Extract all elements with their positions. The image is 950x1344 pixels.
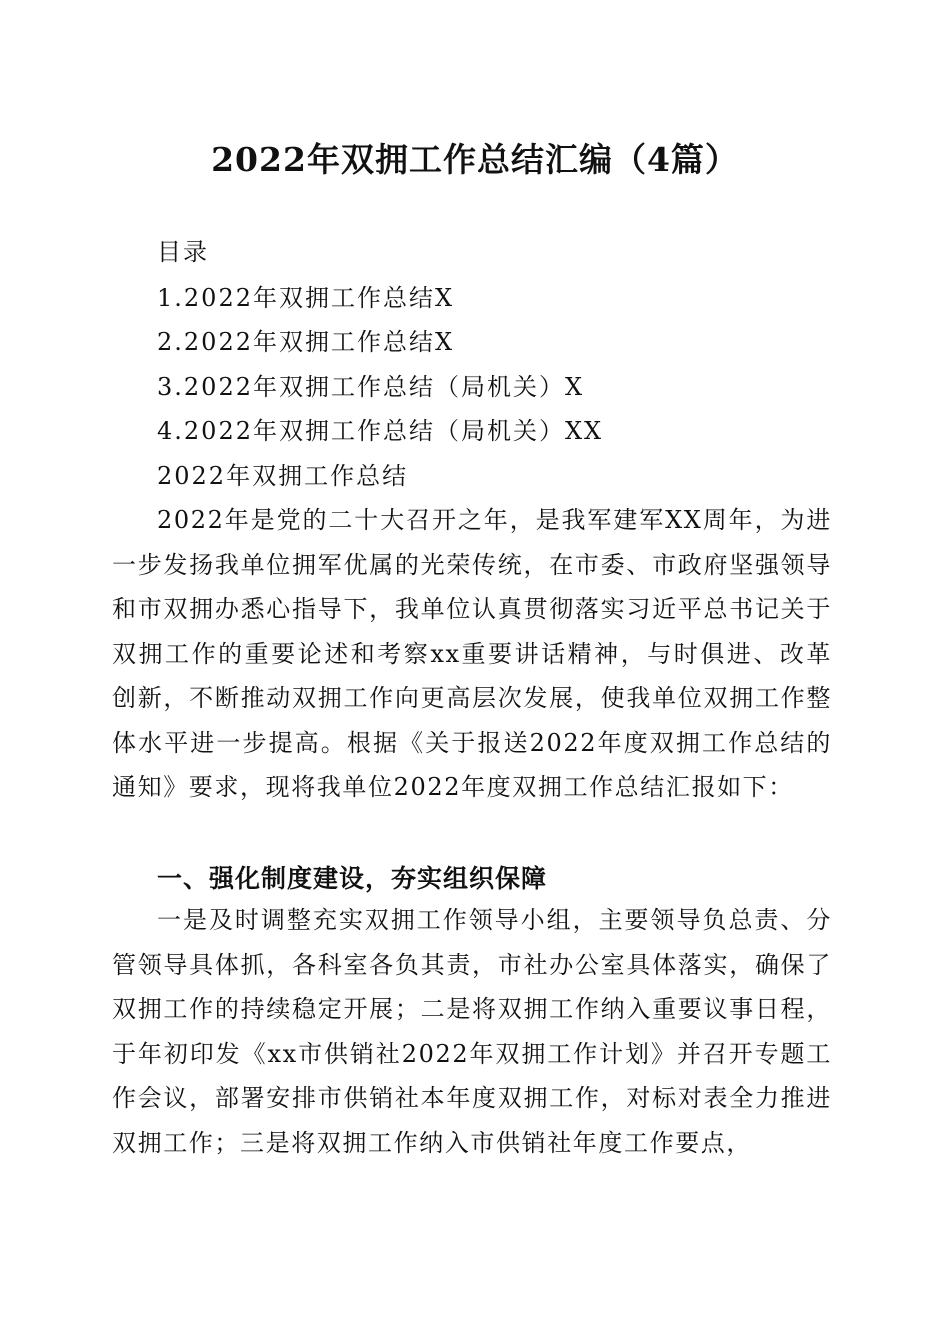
toc-item-1[interactable]: 1.2022年双拥工作总结X [157, 284, 455, 312]
toc-heading: 目录 [157, 238, 209, 266]
document-title: 2022年双拥工作总结汇编（4篇） [211, 140, 739, 179]
toc-item-3[interactable]: 3.2022年双拥工作总结（局机关）X [157, 373, 585, 401]
intro-paragraph: 2022年是党的二十大召开之年，是我军建军XX周年，为进一步发扬我单位拥军优属的光荣传统，在市委、市政府坚强领导和市双拥办悉心指导下，我单位认真贯彻落实习近平总书记关于双拥工作的重要论述和考察xx重要讲话精神，与时俱进、改革创新，不断推动双拥工作向更高层次发展，使我单位双拥工作整体水平进一步提高。根据《关于报送2022年度双拥工作总结的通知》要求，现将我单位2022年度双拥工作总结汇报如下： [112, 506, 832, 801]
toc-item-2[interactable]: 2.2022年双拥工作总结X [157, 328, 455, 356]
toc-item-4[interactable]: 4.2022年双拥工作总结（局机关）XX [157, 417, 604, 445]
article-title: 2022年双拥工作总结 [157, 462, 409, 490]
section-heading: 一、强化制度建设，夯实组织保障 [157, 864, 548, 893]
section-paragraph: 一是及时调整充实双拥工作领导小组，主要领导负总责、分管领导具体抓，各科室各负其责，市社办公室具体落实，确保了双拥工作的持续稳定开展；二是将双拥工作纳入重要议事日程，于年初印发《xx市供销社2022年双拥工作计划》并召开专题工作会议，部署安排市供销社本年度双拥工作，对标对表全力推进双拥工作；三是将双拥工作纳入市供销社年度工作要点， [112, 906, 832, 1157]
